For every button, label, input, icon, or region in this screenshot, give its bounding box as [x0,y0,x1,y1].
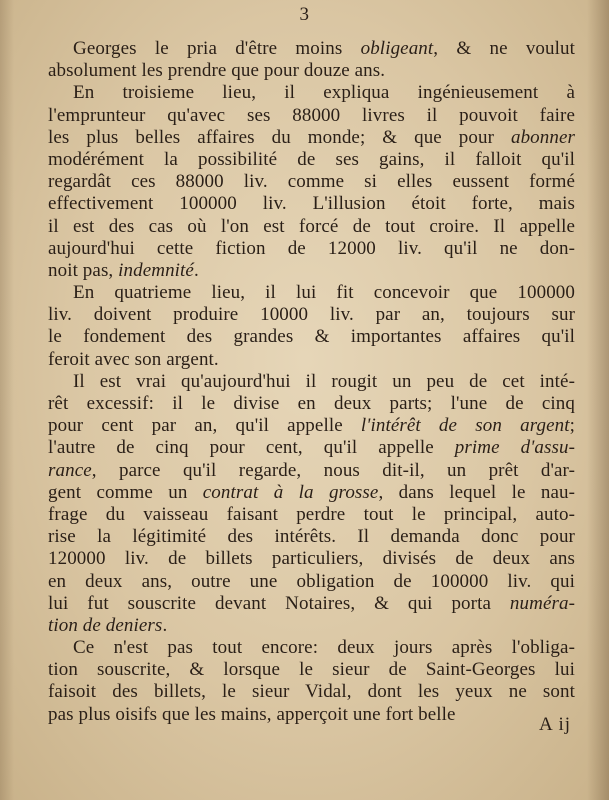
text-segment: Il est vrai qu'aujourd'hui il rougit un peu de cet inté- [73,370,575,392]
text-segment: modérément la possibilité de ses gains, il falloit qu'il [48,148,575,170]
text-segment: pas plus oisifs que les mains, apperçoit une fort belle [48,703,456,725]
text-segment: le fondement des grandes & importantes affaires qu'il [48,326,575,348]
text-segment: Ce n'est pas tout encore: deux jours après l'obliga- [73,637,575,659]
text-line [48,704,575,726]
text-line [48,238,575,260]
italic-segment: prime d'assu- [454,437,576,459]
text-segment: feroit avec son argent. [48,348,219,370]
text-segment: en deux ans, outre une obligation de 100000 liv. qui [48,570,575,592]
text-segment: noit pas, [48,259,119,281]
text-segment: , parce qu'il regarde, nous dit-il, un prêt d'ar- [91,459,575,481]
text-line [48,393,575,415]
italic-segment: tion de deniers [48,614,163,636]
text-segment: rêt excessif: il le divise en deux parts; l'une de cinq [48,393,575,414]
text-segment: , dans lequel le nau- [378,481,575,503]
text-segment: il est des cas où l'on est forcé de tout croire. Il appelle [48,215,575,237]
italic-segment: numéra- [509,592,575,614]
text-line [48,326,575,348]
text-line [48,415,575,437]
text-line [48,371,575,393]
text-line [48,60,575,82]
text-segment: liv. doivent produire 10000 liv. par an, toujours sur [48,304,575,326]
text-line [48,149,575,171]
italic-segment: indemnité [118,259,194,281]
text-line [48,637,575,659]
italic-segment: rance [48,459,92,481]
text-segment: rise la légitimité des intérêts. Il demanda donc pour [48,526,575,548]
text-segment: lui fut souscrite devant Notaires, & qui porta [48,592,510,614]
page-number: 3 [299,4,310,25]
text-line [48,482,575,504]
text-segment: Georges le pria d'être moins [73,38,361,59]
text-segment: pour cent par an, qu'il appelle [48,415,361,437]
italic-segment: l'intérêt de son argent [360,415,570,437]
text-segment: l'autre de cinq pour cent, qu'il appelle [48,437,455,459]
text-line [48,571,575,593]
text-segment: ; [569,415,576,437]
text-line [48,659,575,681]
text-segment: regardât ces 88000 liv. comme si elles eussent formé [48,171,575,193]
text-segment: En troisieme lieu, il expliqua ingénieusement à [73,82,575,104]
italic-segment: abonner [510,126,575,148]
text-line [48,260,575,282]
text-line [48,304,575,326]
text-line [48,282,575,304]
text-segment: frage du vaisseau faisant perdre tout le principal, auto- [48,503,575,525]
text-line [48,437,575,459]
text-segment: , & ne voulut [433,38,575,59]
text-line [48,105,575,127]
text-line [48,593,575,615]
text-line [48,349,575,371]
text-line [48,127,575,149]
text-line [48,216,575,238]
page-edge-shadow [587,0,609,800]
text-segment: . [193,259,199,281]
text-line [48,82,575,104]
text-segment: faisoit des billets, le sieur Vidal, dont les yeux ne sont [48,681,575,703]
text-segment: . [162,614,168,636]
text-segment: aujourd'hui cette fiction de 12000 liv. qu'il ne don- [48,237,575,259]
text-line [48,615,575,637]
text-segment: absolument les prendre que pour douze ans. [48,60,386,82]
text-segment: l'emprunteur qu'avec ses 88000 livres il pouvoit faire [48,104,575,126]
text-line [48,681,575,703]
text-line [48,526,575,548]
gutter-shadow [0,0,14,800]
text-line [48,38,575,60]
text-line [48,193,575,215]
text-line [48,548,575,570]
italic-segment: obligeant [360,38,434,59]
text-line [48,504,575,526]
text-segment: les plus belles affaires du monde; & que pour [48,126,511,148]
text-segment: tion souscrite, & lorsque le sieur de Saint-Georges lui [48,659,575,681]
text-segment: gent comme un [48,481,203,503]
text-segment: En quatrieme lieu, il lui fit concevoir que 100000 [73,282,575,304]
text-line [48,460,575,482]
signature-mark: A ij [539,714,571,735]
text-segment: 120000 liv. de billets particuliers, divisés de deux ans [48,548,575,570]
text-line [48,171,575,193]
italic-segment: contrat à la grosse [202,481,379,503]
body-text [48,38,575,726]
text-segment: effectivement 100000 liv. L'illusion étoit forte, mais [48,193,575,215]
